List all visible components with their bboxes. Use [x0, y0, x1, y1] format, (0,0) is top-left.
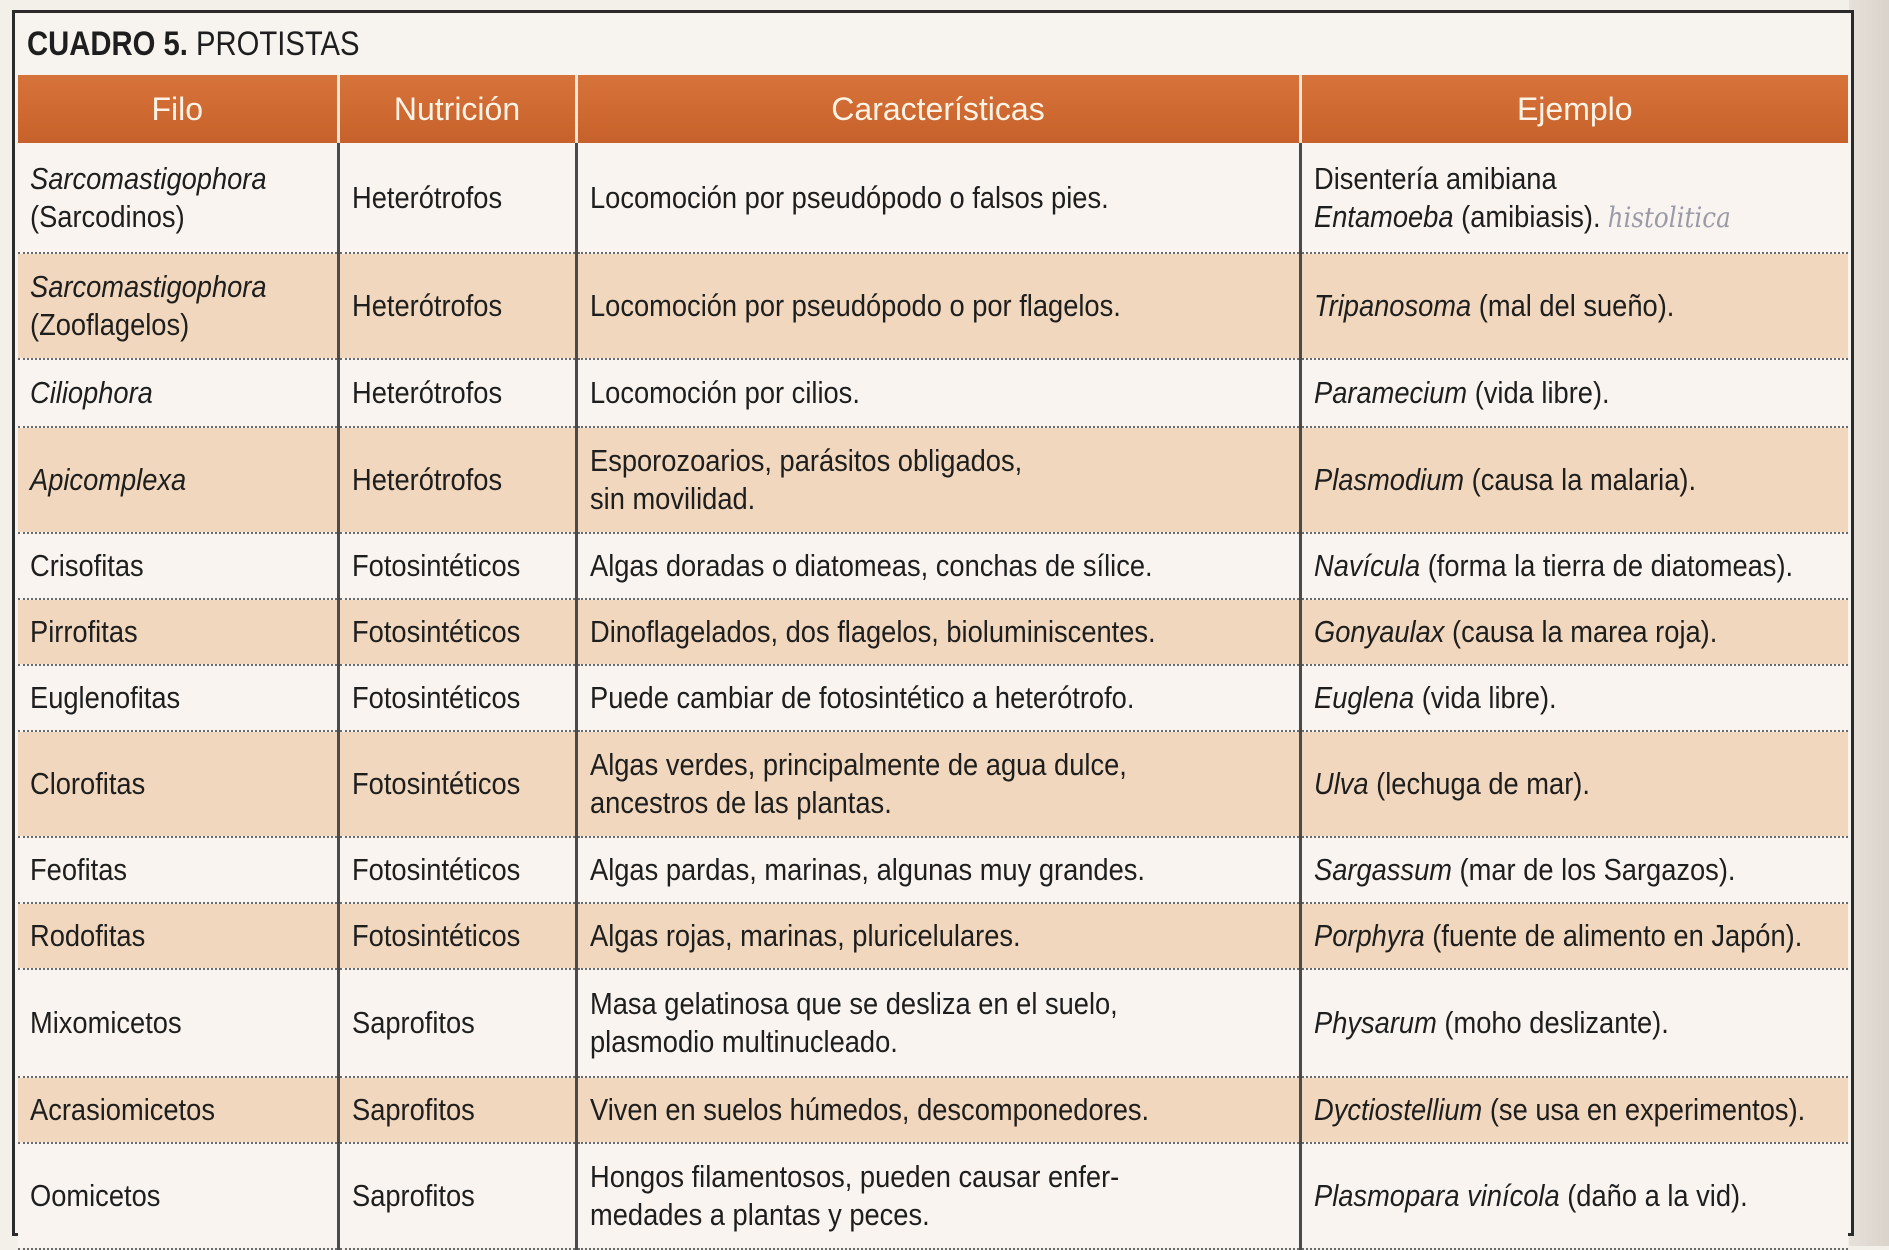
cell-filo [18, 359, 338, 427]
species-name: Plasmopara vinícola [1313, 1178, 1560, 1214]
cell-nutricion [338, 731, 576, 837]
cell-ejemplo [1300, 253, 1848, 359]
cell-caracteristicas [576, 253, 1300, 359]
cell-ejemplo [1300, 1077, 1848, 1143]
table-body [18, 143, 1848, 1249]
cell-ejemplo [1300, 903, 1848, 969]
cell-filo [18, 427, 338, 533]
cell-nutricion [338, 903, 576, 969]
cell-nutricion [338, 969, 576, 1077]
cell-ejemplo [1300, 969, 1848, 1077]
cell-caracteristicas [576, 1077, 1300, 1143]
column-header-filo: Filo [18, 75, 338, 143]
ejemplo-text: Disentería amibiana [1313, 160, 1557, 196]
nutricion-text: Heterótrofos [351, 462, 502, 498]
page-edge [1849, 0, 1889, 1246]
cell-ejemplo [1300, 533, 1848, 599]
filo-line: Acrasiomicetos [30, 1092, 215, 1128]
ejemplo-text: (moho deslizante). [1436, 1005, 1669, 1041]
filo-line: Euglenofitas [30, 680, 181, 716]
cell-ejemplo [1300, 427, 1848, 533]
nutricion-text: Heterótrofos [351, 375, 502, 411]
caracteristicas-line: sin movilidad. [589, 481, 755, 516]
ejemplo-text: (vida libre). [1466, 375, 1610, 411]
nutricion-text: Fotosintéticos [351, 680, 520, 716]
box-title-name: PROTISTAS [196, 25, 360, 63]
cell-nutricion [338, 427, 576, 533]
species-name: Sargassum [1313, 852, 1452, 888]
filo-line: Feofitas [30, 852, 128, 888]
caracteristicas-line: Algas doradas o diatomeas, conchas de sílice. [589, 548, 1153, 584]
ejemplo-text: (vida libre). [1413, 680, 1557, 716]
table-row [18, 731, 1848, 837]
species-name: Plasmodium [1313, 462, 1464, 498]
table-row [18, 1077, 1848, 1143]
species-name: Porphyra [1313, 918, 1425, 954]
caracteristicas-line: Puede cambiar de fotosintético a heterótrofo. [589, 680, 1134, 716]
nutricion-text: Fotosintéticos [351, 766, 520, 802]
species-name: Physarum [1313, 1005, 1437, 1041]
filo-line: (Sarcodinos) [30, 198, 185, 234]
cell-nutricion [338, 665, 576, 731]
ejemplo-text: (se usa en experimentos). [1481, 1092, 1805, 1128]
cell-caracteristicas [576, 1143, 1300, 1249]
cell-caracteristicas [576, 969, 1300, 1077]
cell-nutricion [338, 837, 576, 903]
filo-line: Mixomicetos [30, 1005, 182, 1041]
filo-line: Crisofitas [30, 548, 144, 584]
caracteristicas-line: ancestros de las plantas. [589, 785, 892, 820]
filo-line: Apicomplexa [30, 462, 187, 498]
caracteristicas-line: Algas pardas, marinas, algunas muy grandes. [589, 852, 1145, 888]
ejemplo-text: (fuente de alimento en Japón). [1424, 918, 1802, 954]
ejemplo-text: (causa la marea roja). [1443, 614, 1717, 650]
header-row [18, 75, 1848, 143]
caracteristicas-line: plasmodio multinucleado. [589, 1024, 898, 1059]
cell-nutricion [338, 533, 576, 599]
cell-filo [18, 903, 338, 969]
nutricion-text: Fotosintéticos [351, 918, 520, 954]
cell-ejemplo [1300, 359, 1848, 427]
table-row [18, 969, 1848, 1077]
table-row [18, 427, 1848, 533]
table-row [18, 143, 1848, 253]
nutricion-text: Fotosintéticos [351, 548, 520, 584]
cell-caracteristicas [576, 427, 1300, 533]
filo-line: Sarcomastigophora [30, 160, 267, 196]
protists-table [18, 75, 1848, 1250]
cell-filo [18, 731, 338, 837]
species-name: Dyctiostellium [1313, 1092, 1482, 1128]
cell-nutricion [338, 1077, 576, 1143]
ejemplo-text: (forma la tierra de diatomeas). [1419, 548, 1793, 584]
cell-caracteristicas [576, 359, 1300, 427]
ejemplo-text: (amibiasis). [1453, 198, 1601, 234]
table-row [18, 253, 1848, 359]
nutricion-text: Saprofitos [351, 1092, 475, 1128]
caracteristicas-line: Viven en suelos húmedos, descomponedores. [589, 1092, 1149, 1128]
cell-caracteristicas [576, 665, 1300, 731]
ejemplo-text: (daño a la vid). [1559, 1178, 1748, 1214]
table-row [18, 599, 1848, 665]
nutricion-text: Saprofitos [351, 1178, 475, 1214]
caracteristicas-line: Dinoflagelados, dos flagelos, bioluminiscentes. [589, 614, 1156, 650]
filo-line: (Zooflagelos) [30, 307, 190, 342]
cell-nutricion [338, 599, 576, 665]
cell-caracteristicas [576, 533, 1300, 599]
species-name: Entamoeba [1313, 198, 1454, 234]
cell-nutricion [338, 1143, 576, 1249]
table-box [12, 10, 1854, 1236]
caracteristicas-line: Hongos filamentosos, pueden causar enfer- [589, 1159, 1119, 1195]
cell-nutricion [338, 359, 576, 427]
cell-filo [18, 599, 338, 665]
filo-line: Clorofitas [30, 766, 146, 802]
cell-ejemplo [1300, 599, 1848, 665]
cell-caracteristicas [576, 903, 1300, 969]
table-row [18, 837, 1848, 903]
filo-line: Pirrofitas [30, 614, 138, 650]
ejemplo-text: (causa la malaria). [1463, 462, 1696, 498]
nutricion-text: Saprofitos [351, 1005, 475, 1041]
filo-line: Sarcomastigophora [30, 269, 267, 305]
column-header-caracteristicas: Características [576, 75, 1300, 143]
box-title-number: CUADRO 5. [27, 25, 188, 63]
cell-caracteristicas [576, 143, 1300, 253]
box-title [15, 13, 1594, 75]
species-name: Tripanosoma [1313, 288, 1471, 324]
caracteristicas-line: Algas verdes, principalmente de agua dulce, [589, 747, 1127, 783]
nutricion-text: Heterótrofos [351, 288, 502, 324]
table-row [18, 1143, 1848, 1249]
cell-ejemplo [1300, 837, 1848, 903]
ejemplo-text: (lechuga de mar). [1368, 766, 1590, 802]
nutricion-text: Fotosintéticos [351, 852, 520, 888]
cell-filo [18, 837, 338, 903]
species-name: Gonyaulax [1313, 614, 1444, 650]
caracteristicas-line: Locomoción por pseudópodo o falsos pies. [589, 179, 1109, 215]
caracteristicas-line: Esporozoarios, parásitos obligados, [589, 443, 1022, 479]
handwritten-annotation: histolitica [1607, 200, 1731, 234]
cell-filo [18, 253, 338, 359]
cell-ejemplo [1300, 1143, 1848, 1249]
caracteristicas-line: Masa gelatinosa que se desliza en el suelo, [589, 986, 1118, 1022]
caracteristicas-line: medades a plantas y peces. [589, 1197, 930, 1232]
table-row [18, 533, 1848, 599]
caracteristicas-line: Locomoción por cilios. [589, 375, 860, 411]
cell-filo [18, 143, 338, 253]
column-header-nutricion: Nutrición [338, 75, 576, 143]
table-row [18, 903, 1848, 969]
species-name: Ulva [1313, 766, 1369, 802]
cell-filo [18, 533, 338, 599]
cell-caracteristicas [576, 731, 1300, 837]
species-name: Navícula [1313, 548, 1420, 584]
cell-filo [18, 1143, 338, 1249]
cell-filo [18, 665, 338, 731]
species-name: Euglena [1313, 680, 1414, 716]
cell-filo [18, 969, 338, 1077]
cell-caracteristicas [576, 599, 1300, 665]
cell-nutricion [338, 253, 576, 359]
ejemplo-text: (mar de los Sargazos). [1451, 852, 1735, 888]
filo-line: Ciliophora [30, 375, 153, 411]
filo-line: Rodofitas [30, 918, 146, 954]
nutricion-text: Fotosintéticos [351, 614, 520, 650]
ejemplo-text: (mal del sueño). [1470, 288, 1674, 324]
cell-ejemplo [1300, 143, 1848, 253]
caracteristicas-line: Algas rojas, marinas, pluricelulares. [589, 918, 1021, 954]
nutricion-text: Heterótrofos [351, 179, 502, 215]
cell-ejemplo [1300, 665, 1848, 731]
table-row [18, 359, 1848, 427]
cell-ejemplo [1300, 731, 1848, 837]
cell-filo [18, 1077, 338, 1143]
filo-line: Oomicetos [30, 1178, 161, 1214]
species-name: Paramecium [1313, 375, 1467, 411]
table-row [18, 665, 1848, 731]
caracteristicas-line: Locomoción por pseudópodo o por flagelos. [589, 288, 1121, 324]
cell-nutricion [338, 143, 576, 253]
cell-caracteristicas [576, 837, 1300, 903]
column-header-ejemplo: Ejemplo [1300, 75, 1848, 143]
